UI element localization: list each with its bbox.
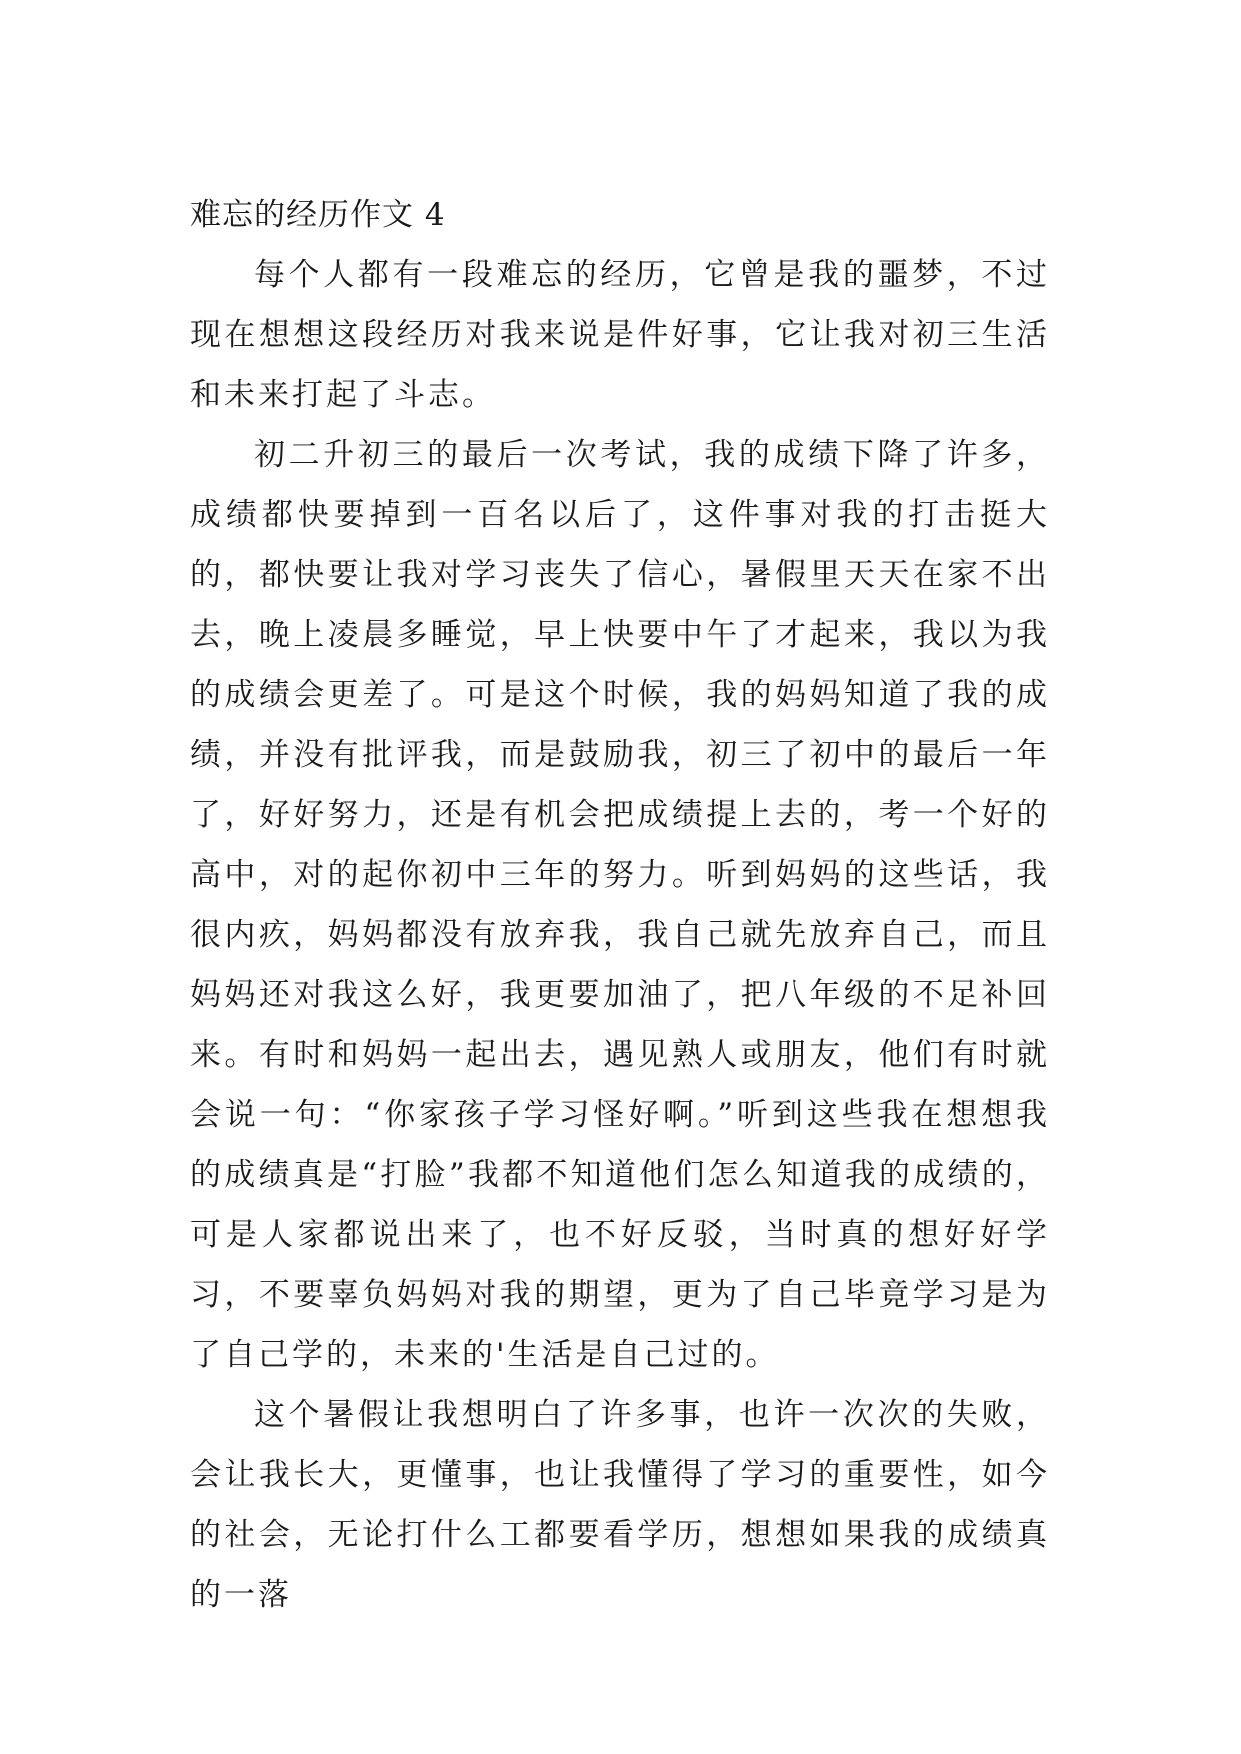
paragraph-3: 这个暑假让我想明白了许多事，也许一次次的失败，会让我长大，更懂事，也让我懂得了学习的重要性，如今的社会，无论打什么工都要看学历，想想如果我的成绩真的一落 (190, 1397, 1050, 1613)
paragraph-1: 每个人都有一段难忘的经历，它曾是我的噩梦，不过现在想想这段经历对我来说是件好事，它让我对初三生活和未来打起了斗志。 (190, 257, 1050, 413)
paragraph-2: 初二升初三的最后一次考试，我的成绩下降了许多，成绩都快要掉到一百名以后了，这件事对我的打击挺大的，都快要让我对学习丧失了信心，暑假里天天在家不出去，晚上凌晨多睡觉，早上快要中午了才起来，我以为我的成绩会更差了。可是这个时候，我的妈妈知道了我的成绩，并没有批评我，而是鼓励我，初三了初中的最后一年了，好好努力，还是有机会把成绩提上去的，考一个好的高中，对的起你初中三年的努力。听到妈妈的这些话，我很内疚，妈妈都没有放弃我，我自己就先放弃自己，而且妈妈还对我这么好，我更要加油了，把八年级的不足补回来。有时和妈妈一起出去，遇见熟人或朋友，他们有时就会说一句：“你家孩子学习怪好啊。”听到这些我在想想我的成绩真是“打脸”我都不知道他们怎么知道我的成绩的，可是人家都说出来了，也不好反驳，当时真的想好好学习，不要辜负妈妈对我的期望，更为了自己毕竟学习是为了自己学的，未来的'生活是自己过的。 (190, 437, 1050, 1373)
document-body (190, 185, 1050, 1625)
document-title: 难忘的经历作文 4 (190, 197, 446, 233)
